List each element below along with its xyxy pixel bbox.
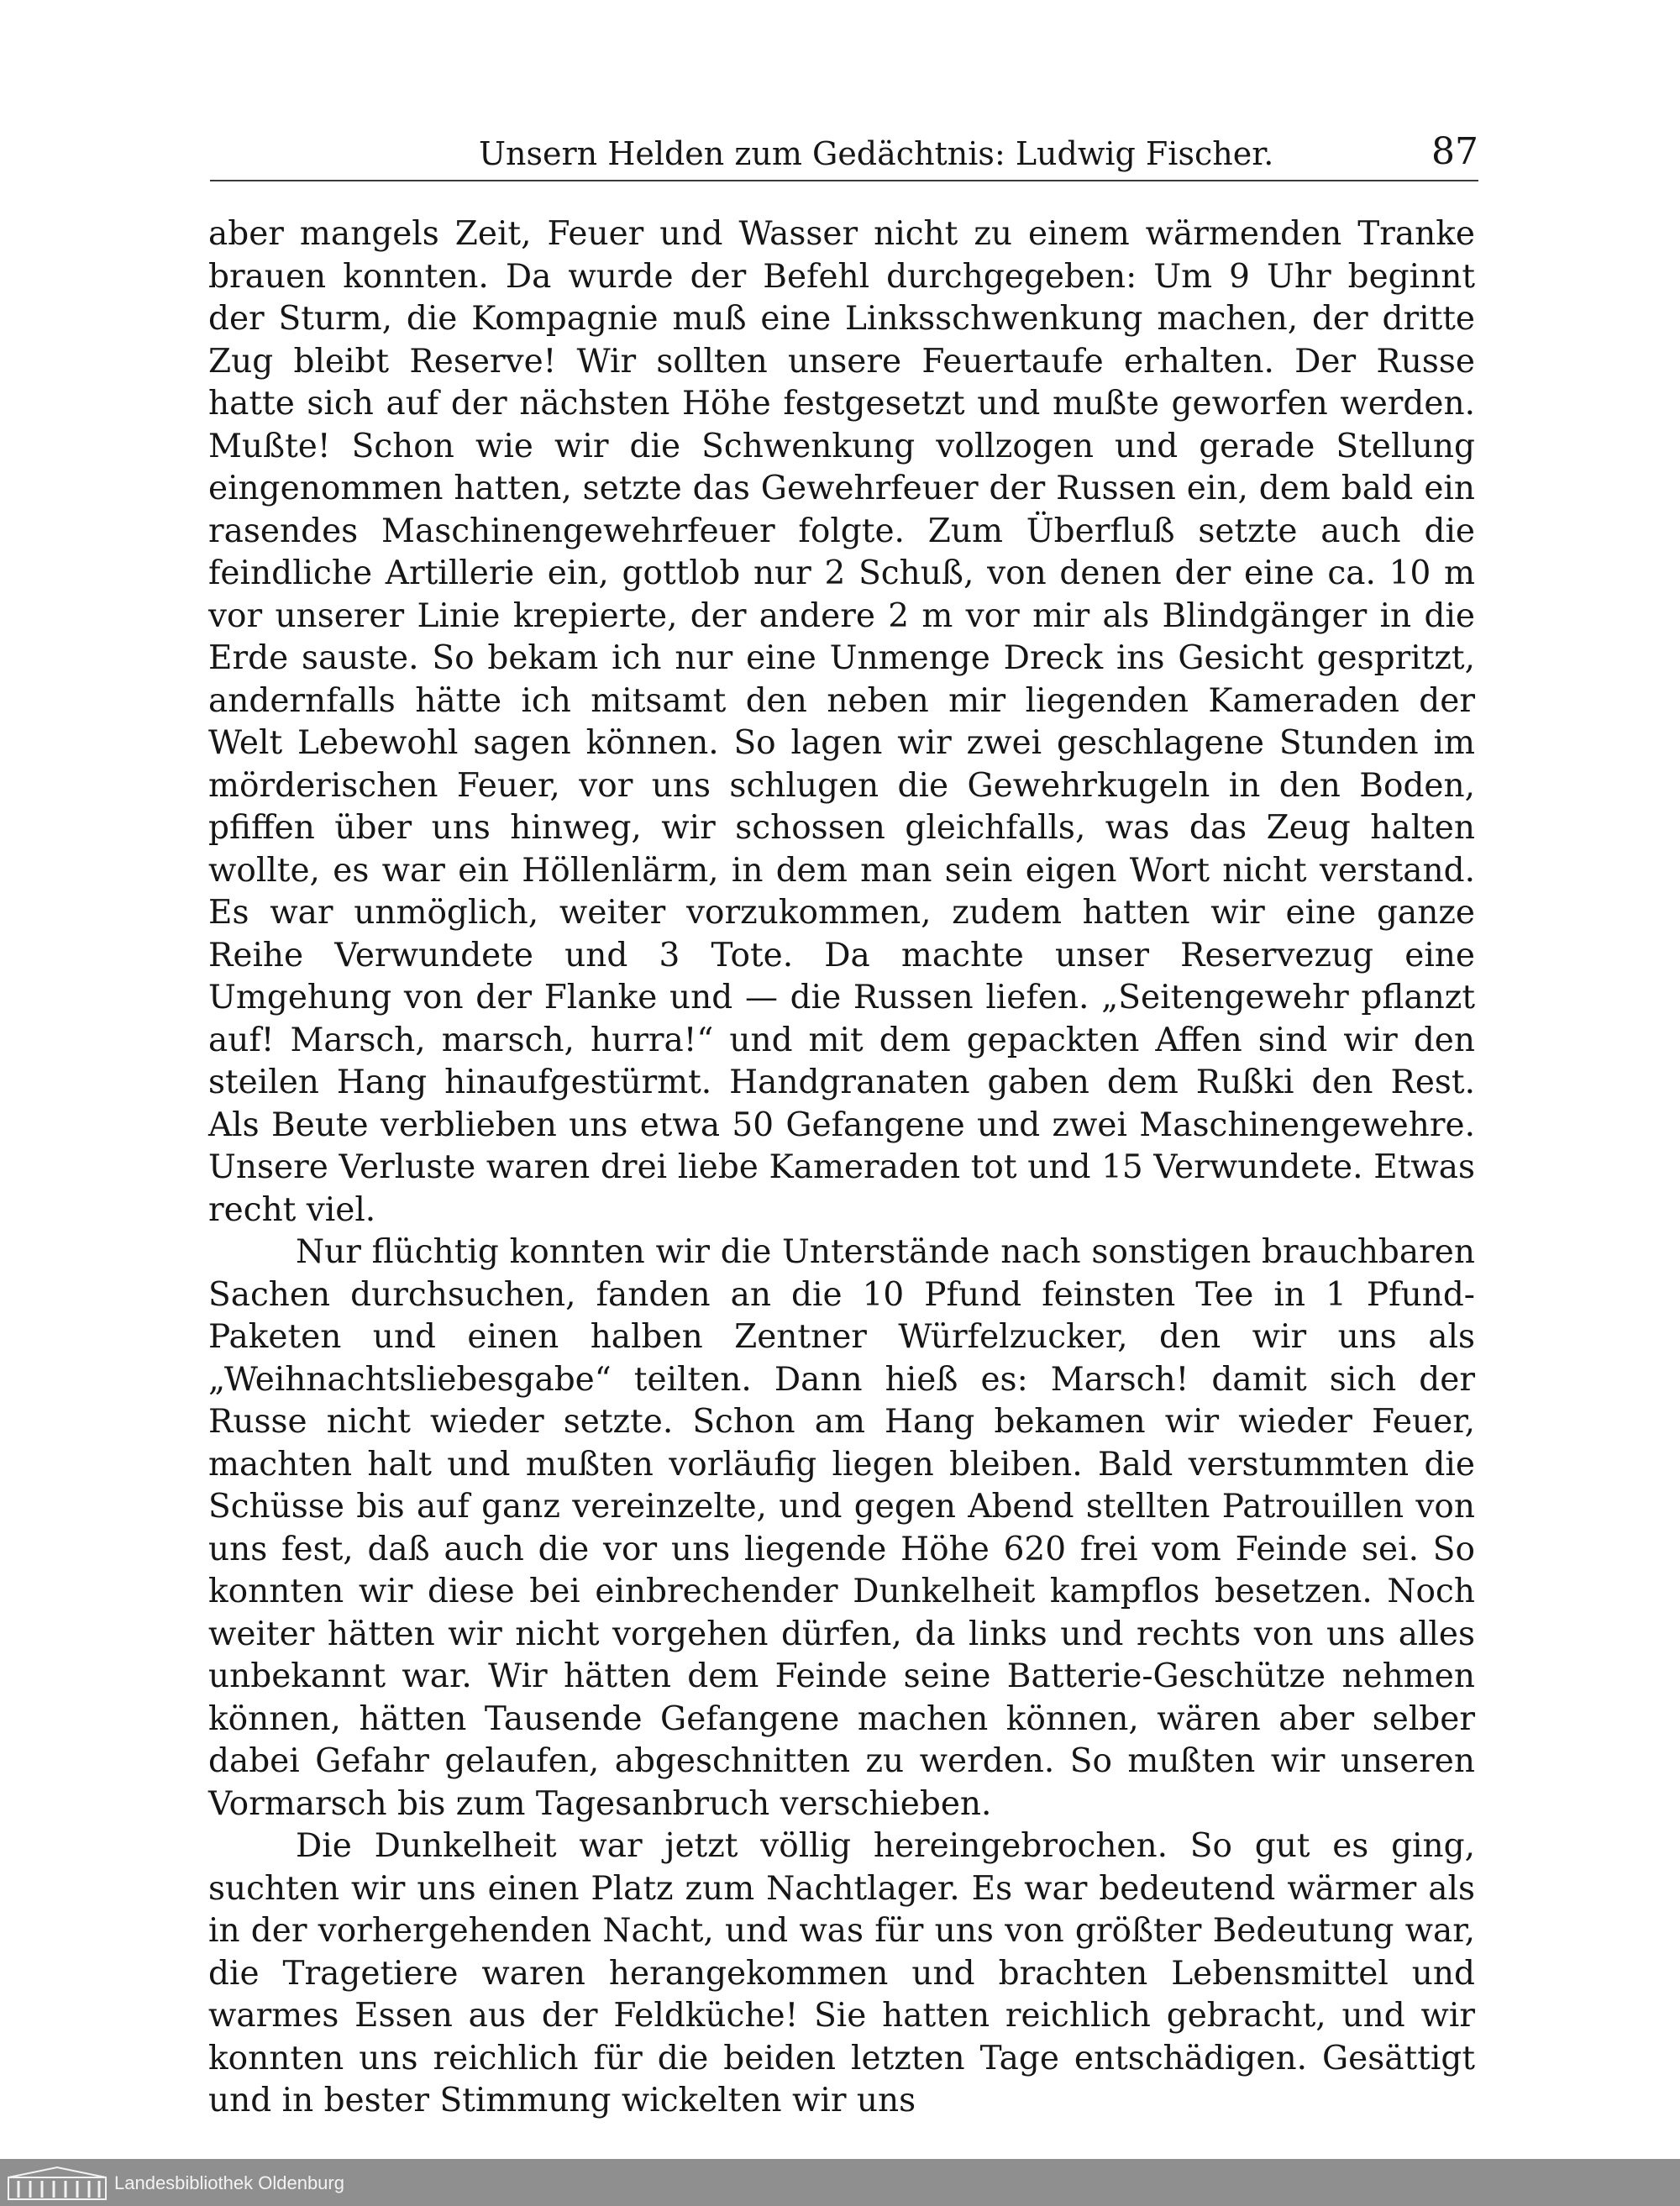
running-header-title: Unsern Helden zum Gedächtnis: Ludwig Fischer. xyxy=(479,135,1274,172)
library-name: Landesbibliothek Oldenburg xyxy=(114,2172,344,2193)
page-number: 87 xyxy=(1431,130,1478,173)
paragraph-3: Die Dunkelheit war jetzt völlig hereingebrochen. So gut es ging, suchten wir uns einen Platz zum Nachtlager. Es war bedeutend wärmer als in der vorhergehenden Nacht, und was für uns von größter Bedeutung war, die Tragetiere waren herangekommen und brachten Lebensmittel und warmes Essen aus der Feldküche! Sie hatten reichlich gebracht, und wir konnten uns reichlich für die beiden letzten Tage entschädigen. Gesättigt und in bester Stimmung wickelten wir uns xyxy=(208,1827,1475,2119)
body-text xyxy=(208,213,1475,2119)
paragraph-2: Nur flüchtig konnten wir die Unterstände nach sonstigen brauchbaren Sachen durchsuchen, fanden an die 10 Pfund feinsten Tee in 1 Pfund-Paketen und einen halben Zentner Würfelzucker, den wir uns als „Weihnachtsliebesgabe“ teilten. Dann hieß es: Marsch! damit sich der Russe nicht wieder setzte. Schon am Hang bekamen wir wieder Feuer, machten halt und mußten vorläufig liegen bleiben. Bald verstummten die Schüsse bis auf ganz vereinzelte, und gegen Abend stellten Patrouillen von uns fest, daß auch die vor uns liegende Höhe 620 frei vom Feinde sei. So konnten wir diese bei einbrechender Dunkelheit kampflos besetzen. Noch weiter hätten wir nicht vorgehen dürfen, da links und rechts von uns alles unbekannt war. Wir hätten dem Feinde seine Batterie-Geschütze nehmen können, hätten Tausende Gefangene machen können, wären aber selber dabei Gefahr gelaufen, abgeschnitten zu werden. So mußten wir unseren Vormarsch bis zum Tagesanbruch verschieben. xyxy=(208,1233,1475,1823)
paragraph-1: aber mangels Zeit, Feuer und Wasser nicht zu einem wärmenden Tranke brauen konnten. Da wurde der Befehl durchgegeben: Um 9 Uhr beginnt der Sturm, die Kompagnie muß eine Linksschwenkung machen, der dritte Zug bleibt Reserve! Wir sollten unsere Feuertaufe erhalten. Der Russe hatte sich auf der nächsten Höhe festgesetzt und mußte geworfen werden. Mußte! Schon wie wir die Schwenkung vollzogen und gerade Stellung eingenommen hatten, setzte das Gewehrfeuer der Russen ein, dem bald ein rasendes Maschinengewehrfeuer folgte. Zum Überfluß setzte auch die feindliche Artillerie ein, gottlob nur 2 Schuß, von denen der eine ca. 10 m vor unserer Linie krepierte, der andere 2 m vor mir als Blindgänger in die Erde sauste. So bekam ich nur eine Unmenge Dreck ins Gesicht gespritzt, andernfalls hätte ich mitsamt den neben mir liegenden Kameraden der Welt Lebewohl sagen können. So lagen wir zwei geschlagene Stunden im mörderischen Feuer, vor uns schlugen die Gewehrkugeln in den Boden, pfiffen über uns hinweg, wir schossen gleichfalls, was das Zeug halten wollte, es war ein Höllenlärm, in dem man sein eigen Wort nicht verstand. Es war unmöglich, weiter vorzukommen, zudem hatten wir eine ganze Reihe Verwundete und 3 Tote. Da machte unser Reservezug eine Umgehung von der Flanke und — die Russen liefen. „Seitengewehr pflanzt auf! Marsch, marsch, hurra!“ und mit dem gepackten Affen sind wir den steilen Hang hinaufgestürmt. Handgranaten gaben dem Rußki den Rest. Als Beute verblieben uns etwa 50 Gefangene und zwei Maschinengewehre. Unsere Verluste waren drei liebe Kameraden tot und 15 Verwundete. Etwas recht viel. xyxy=(208,215,1475,1229)
library-building-icon xyxy=(7,2166,108,2201)
header-rule xyxy=(210,180,1478,181)
library-footer-bar xyxy=(0,2159,1680,2206)
